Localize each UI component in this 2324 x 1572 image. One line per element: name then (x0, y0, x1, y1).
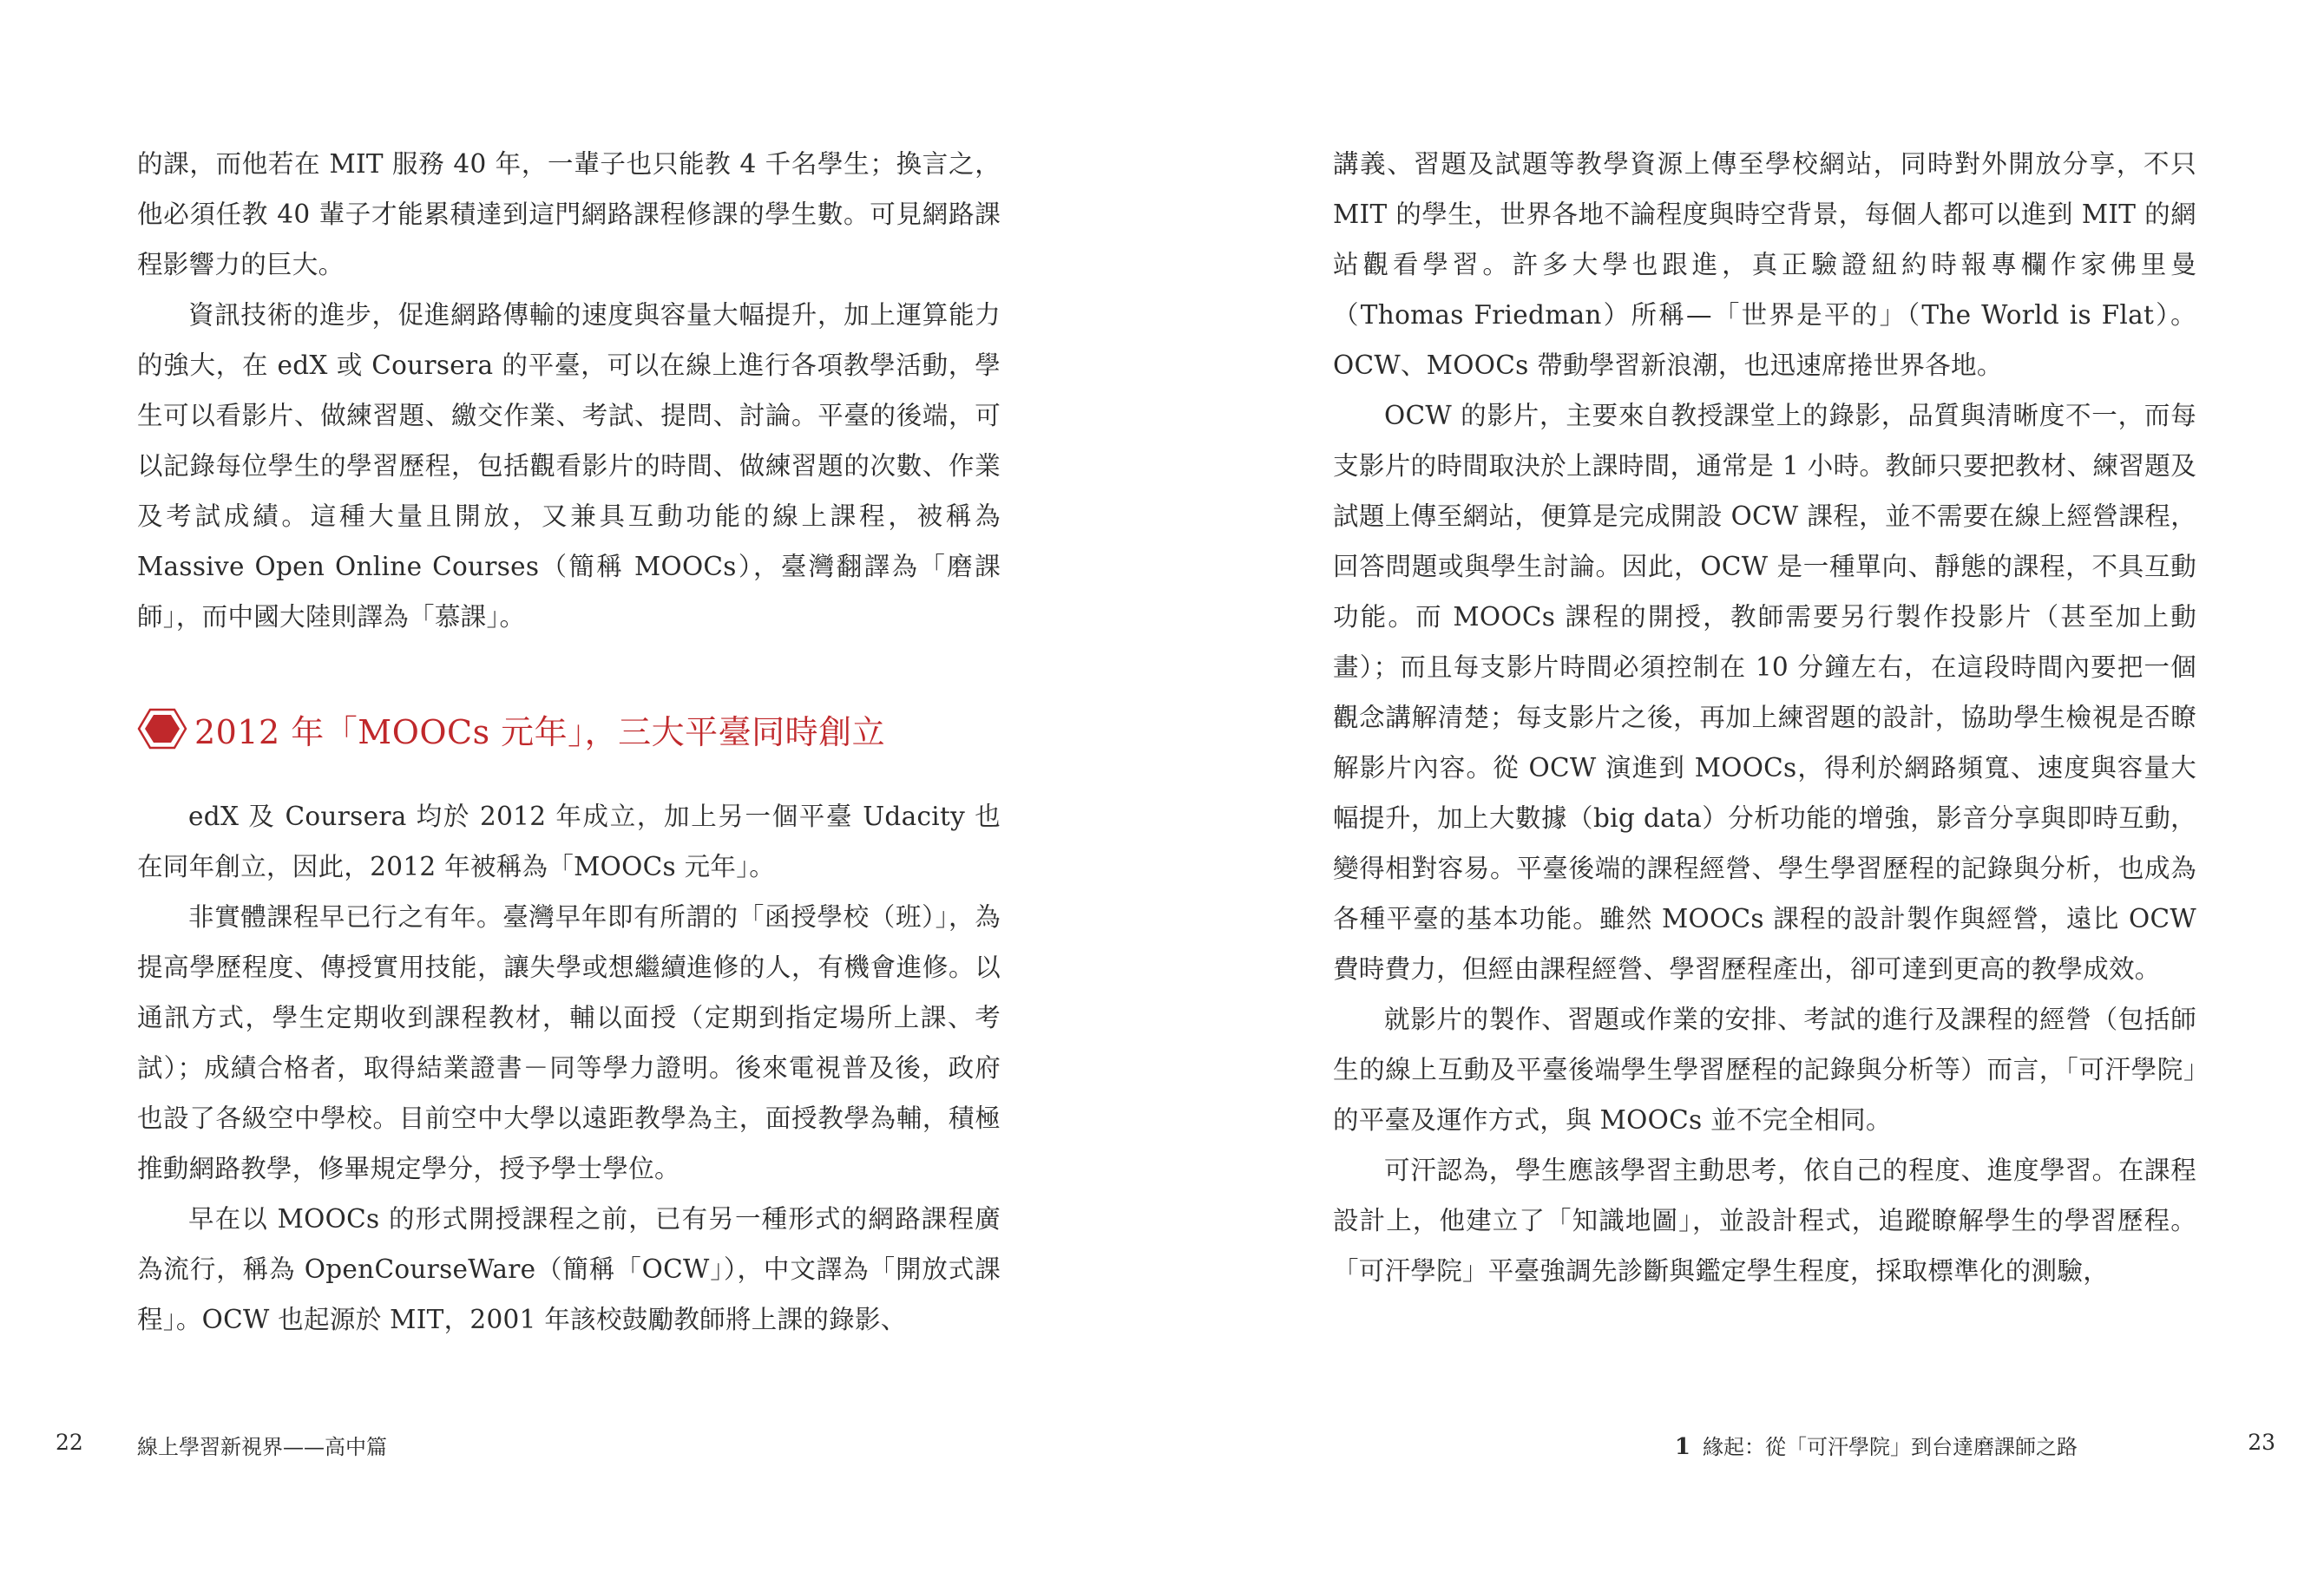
paragraph: 可汗認為，學生應該學習主動思考，依自己的程度、進度學習。在課程設計上，他建立了「知識地圖」，並設計程式，追蹤瞭解學生的學習歷程。「可汗學院」平臺強調先診斷與鑑定學生程度，採取標準化的測驗， (1333, 1156, 2196, 1286)
page-number: 22 (56, 1430, 83, 1455)
paragraph: 就影片的製作、習題或作業的安排、考試的進行及課程的經營（包括師生的線上互動及平臺後端學生學習歷程的記錄與分析等）而言，「可汗學院」的平臺及運作方式，與 MOOCs 並不完全相同。 (1333, 1005, 2196, 1135)
paragraph: edX 及 Coursera 均於 2012 年成立，加上另一個平臺 Udacity 也在同年創立，因此，2012 年被稱為「MOOCs 元年」。 (137, 802, 1001, 881)
section-heading (137, 701, 885, 757)
left-top-text (137, 139, 1001, 642)
chapter-number: 1 (1674, 1434, 1690, 1460)
footer-left (56, 1430, 83, 1455)
hexagon-icon (137, 706, 187, 751)
paragraph: 非實體課程早已行之有年。臺灣早年即有所謂的「函授學校（班）」，為提高學歷程度、傳授實用技能，讓失學或想繼續進修的人，有機會進修。以通訊方式，學生定期收到課程教材，輔以面授（定期到指定場所上課、考試）；成績合格者，取得結業證書－同等學力證明。後來電視普及後，政府也設了各級空中學校。目前空中大學以遠距教學為主，面授教學為輔，積極推動網路教學，修畢規定學分，授予學士學位。 (137, 902, 1001, 1183)
paragraph: OCW 的影片，主要來自教授課堂上的錄影，品質與清晰度不一，而每支影片的時間取決於上課時間，通常是 1 小時。教師只要把教材、練習題及試題上傳至網站，便算是完成開設 OCW 課程，並不需要在線上經營課程，回答問題或與學生討論。因此，OCW 是一種單向、靜態的課程，不具互動功能。而 MOOCs 課程的開授，教師需要另行製作投影片（甚至加上動畫）；而且每支影片時間必須控制在 10 分鐘左右，在這段時間內要把一個觀念講解清楚；每支影片之後，再加上練習題的設計，協助學生檢視是否瞭解影片內容。從 OCW 演進到 MOOCs，得利於網路頻寬、速度與容量大幅提升，加上大數據（big data）分析功能的增強，影音分享與即時互動，變得相對容易。平臺後端的課程經營、學生學習歷程的記錄與分析，也成為各種平臺的基本功能。雖然 MOOCs 課程的設計製作與經營，遠比 OCW 費時費力，但經由課程經營、學習歷程產出，卻可達到更高的教學成效。 (1333, 401, 2196, 984)
chapter-title: 緣起：從「可汗學院」到台達磨課師之路 (1703, 1435, 2078, 1459)
paragraph: 資訊技術的進步，促進網路傳輸的速度與容量大幅提升，加上運算能力的強大，在 edX 或 Coursera 的平臺，可以在線上進行各項教學活動，學生可以看影片、做練習題、繳交作業、考試、提問、討論。平臺的後端，可以記錄每位學生的學習歷程，包括觀看影片的時間、做練習題的次數、作業及考試成績。這種大量且開放，又兼具互動功能的線上課程，被稱為 Massive Open Online Courses（簡稱 MOOCs），臺灣翻譯為「磨課師」，而中國大陸則譯為「慕課」。 (137, 300, 1001, 632)
running-title (137, 1430, 387, 1460)
paragraph: 早在以 MOOCs 的形式開授課程之前，已有另一種形式的網路課程廣為流行，稱為 OpenCourseWare（簡稱「OCW」），中文譯為「開放式課程」。OCW 也起源於 MIT，2001 年該校鼓勵教師將上課的錄影、 (137, 1204, 1001, 1334)
paragraph: 的課，而他若在 MIT 服務 40 年，一輩子也只能教 4 千名學生；換言之，他必須任教 40 輩子才能累積達到這門網路課程修課的學生數。可見網路課程影響力的巨大。 (137, 149, 1001, 279)
left-bottom-text (137, 791, 1001, 1345)
paragraph: 講義、習題及試題等教學資源上傳至學校網站，同時對外開放分享，不只 MIT 的學生，世界各地不論程度與時空背景，每個人都可以進到 MIT 的網站觀看學習。許多大學也跟進，真正驗證紐約時報專欄作家佛里曼（Thomas Friedman）所稱—「世界是平的」（The World is Flat）。OCW、MOOCs 帶動學習新浪潮，也迅速席捲世界各地。 (1333, 149, 2196, 380)
section-heading-text: 2012 年「MOOCs 元年」，三大平臺同時創立 (194, 712, 886, 751)
right-text (1333, 139, 2196, 1296)
book-title: 線上學習新視界——高中篇 (137, 1435, 387, 1459)
page-number: 23 (2248, 1430, 2275, 1455)
footer-right (2248, 1430, 2275, 1455)
right-page (1162, 0, 2324, 1572)
running-chapter-title (1675, 1430, 2078, 1460)
